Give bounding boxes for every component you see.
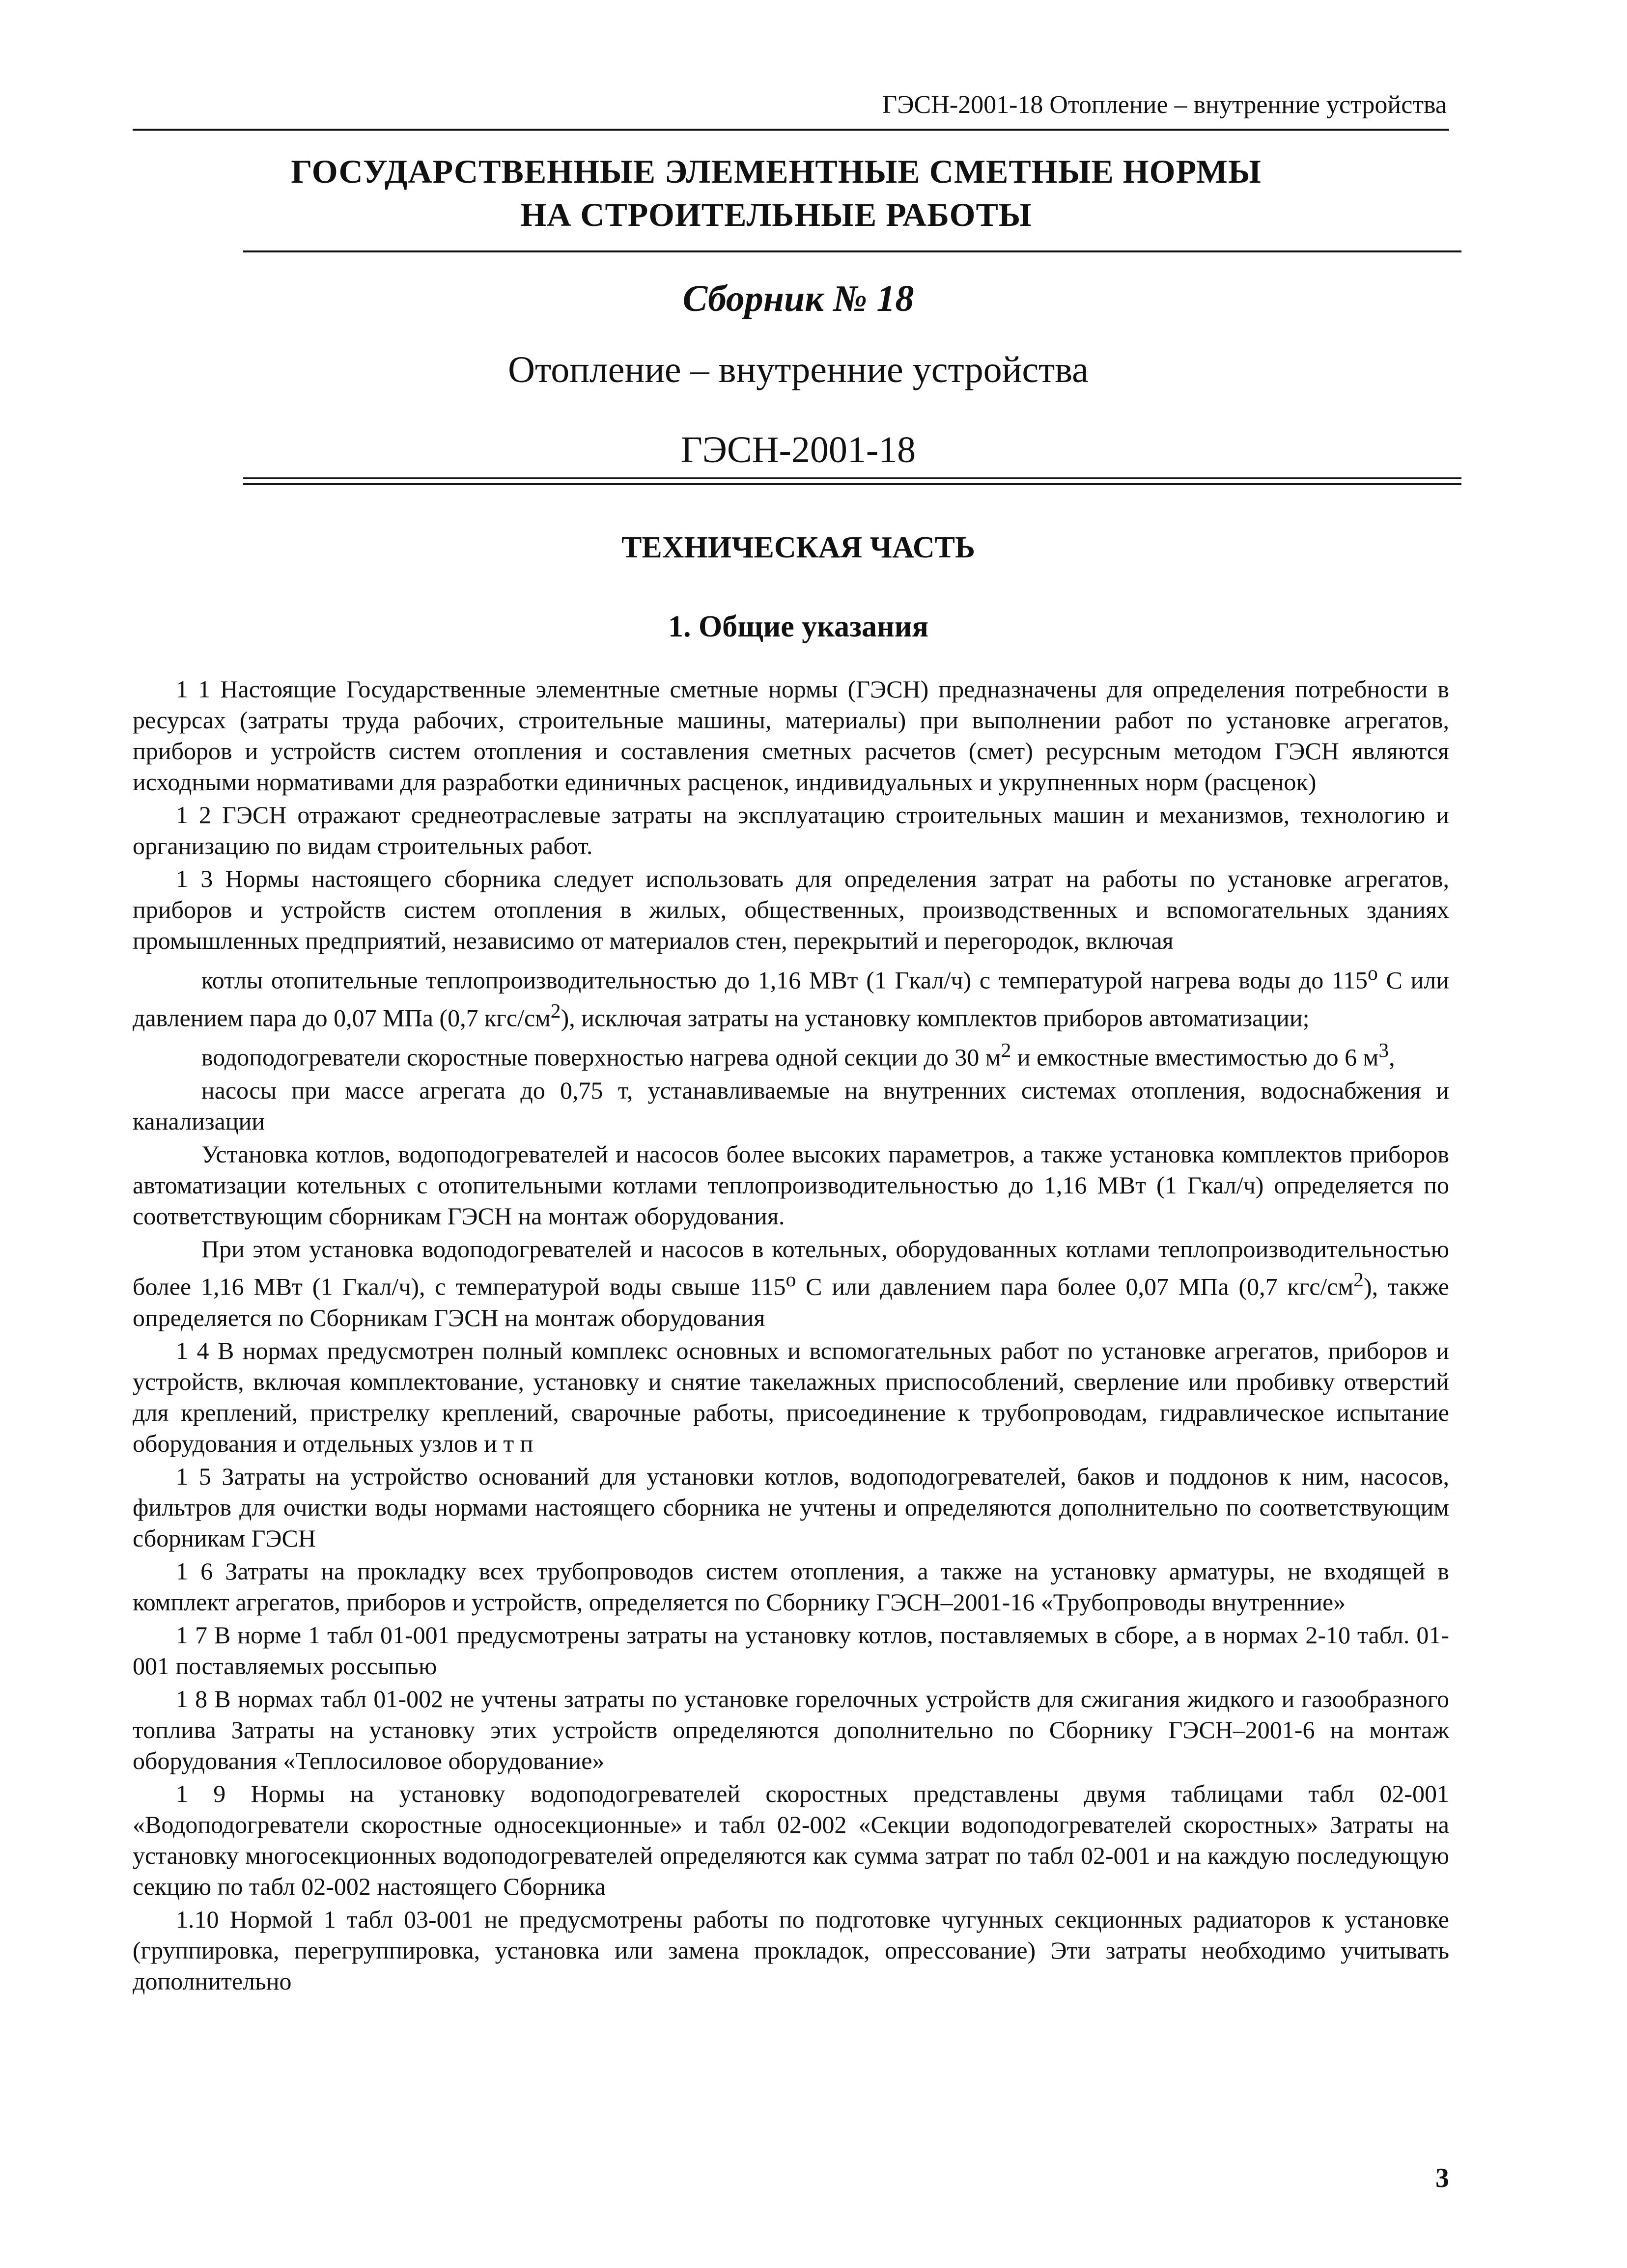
heaters-text-post: , [1389, 1043, 1395, 1071]
paragraph-boilers [133, 958, 1449, 1033]
part-heading: ТЕХНИЧЕСКАЯ ЧАСТЬ [621, 531, 975, 564]
paragraph-1-4: 1 4 В нормах предусмотрен полный комплекс основных и вспомогательных работ по установке агрегатов, приборов и устройств, включая комплектование, установку и снятие такелажных приспособлений, сверление или пробивку отверстий для креплений, пристрелку креплений, сварочные работы, присоединение к трубопроводам, гидравлическое испытание оборудования и отдельных узлов и т п [133, 1336, 1449, 1457]
installation-text-post: ), также определяется по Сборникам ГЭСН на монтаж оборудования [133, 1272, 1449, 1331]
paragraph-water-heaters [133, 1035, 1449, 1073]
header-rule [133, 129, 1449, 131]
superscript-2: 2 [1353, 1268, 1364, 1291]
paragraph-pumps: насосы при массе агрегата до 0,75 т, устанавливаемые на внутренних системах отопления, водоснабжения и канализации [133, 1076, 1449, 1135]
installation-text-mid: С или давлением пара более 0,07 МПа (0,7 кгс/см [796, 1272, 1354, 1300]
double-rule-bottom [243, 483, 1461, 485]
paragraph-1-7: 1 7 В норме 1 табл 01-001 предусмотрены затраты на установку котлов, поставляемых в сборе, а в нормах 2-10 табл. 01-001 поставляемых россыпью [133, 1621, 1449, 1680]
paragraph-1-3: 1 3 Нормы настоящего сборника следует использовать для определения затрат на работы по установке агрегатов, приборов и устройств систем отопления в жилых, общественных, производственных и вспомогательных зданиях промышленных предприятий, независимо от материалов стен, перекрытий и перегородок, включая [133, 865, 1449, 954]
title-rule [243, 250, 1461, 252]
installation-text-pre: При этом установка водоподогревателей и насосов в котельных, оборудованных котлами теплопроизводительностью более 1,16 МВт (1 Гкал/ч), с температурой воды свыше 115 [133, 1235, 1449, 1300]
doc-code: ГЭСН-2001-18 [680, 429, 916, 470]
superscript-2: 2 [550, 999, 561, 1023]
collection-subtitle: Отопление – внутренние устройства [508, 349, 1089, 390]
paragraph-1-1: 1 1 Настоящие Государственные элементные сметные нормы (ГЭСН) предназначены для определения потребности в ресурсах (затраты труда рабочих, строительные машины, материалы) при выполнении работ по установке агрегатов, приборов и устройств систем отопления и составления сметных расчетов (смет) ресурсным методом ГЭСН являются исходными нормативами для разработки единичных расценок, индивидуальных и укрупненных норм (расценок) [133, 675, 1449, 796]
degree-sign: o [785, 1268, 796, 1291]
collection-title: Сборник № 18 [682, 278, 914, 319]
section-heading: 1. Общие указания [668, 610, 928, 643]
org-title-line2: НА СТРОИТЕЛЬНЫЕ РАБОТЫ [520, 196, 1032, 233]
heaters-text-mid: и емкостные вместимостью до 6 м [1011, 1043, 1379, 1071]
boilers-text-post: ), исключая затраты на установку комплектов приборов автоматизации; [561, 1004, 1310, 1032]
paragraph-1-2: 1 2 ГЭСН отражают среднеотраслевые затраты на эксплуатацию строительных машин и механизмов, технологию и организацию по видам строительных работ. [133, 801, 1449, 859]
paragraph-1-10: 1.10 Нормой 1 табл 03-001 не предусмотрены работы по подготовке чугунных секционных радиаторов к установке (группировка, перегруппировка, установка или замена прокладок, опрессование) Эти затраты необходимо учитывать дополнительно [133, 1905, 1449, 1995]
paragraph-1-5: 1 5 Затраты на устройство оснований для установки котлов, водоподогревателей, баков и поддонов к ним, насосов, фильтров для очистки воды нормами настоящего сборника не учтены и определяются дополнительно по соответствующим сборникам ГЭСН [133, 1462, 1449, 1552]
superscript-3: 3 [1378, 1039, 1389, 1062]
paragraph-1-8: 1 8 В нормах табл 01-002 не учтены затраты по установке горелочных устройств для сжигания жидкого и газообразного топлива Затраты на установку этих устройств определяются дополнительно по Сборнику ГЭСН–2001-6 на монтаж оборудования «Теплосиловое оборудование» [133, 1685, 1449, 1774]
body-text [133, 674, 1449, 1999]
double-rule-top [243, 477, 1461, 479]
paragraph-1-6: 1 6 Затраты на прокладку всех трубопроводов систем отопления, а также на установку арматуры, не входящей в комплект агрегатов, приборов и устройств, определяется по Сборнику ГЭСН–2001-16 «Трубопроводы внутренние» [133, 1557, 1449, 1616]
paragraph-installation [133, 1234, 1449, 1333]
paragraph-1-9: 1 9 Нормы на установку водоподогревателей скоростных представлены двумя таблицами табл 02-001 «Водоподогреватели скоростные односекционные» и табл 02-002 «Секции водоподогревателей скоростных» Затраты на установку многосекционных водоподогревателей определяются как сумма затрат по табл 02-001 и на каждую последующую секцию по табл 02-002 настоящего Сборника [133, 1779, 1449, 1900]
paragraph-higher-params: Установка котлов, водоподогревателей и насосов более высоких параметров, а также установка комплектов приборов автоматизации котельных с отопительными котлами теплопроизводительностью до 1,16 МВт (1 Гкал/ч) определяется по соответствующим сборникам ГЭСН на монтаж оборудования. [133, 1140, 1449, 1230]
boilers-text-pre: котлы отопительные теплопроизводительностью до 1,16 МВт (1 Гкал/ч) с температурой нагрева воды до 115 [201, 966, 1368, 994]
boilers-text-mid: С или давлением пара до 0,07 МПа (0,7 кгс/см [133, 966, 1449, 1032]
running-header: ГЭСН-2001-18 Отопление – внутренние устройства [882, 91, 1447, 119]
page-number: 3 [1435, 2163, 1449, 2193]
heaters-text-pre: водоподогреватели скоростные поверхностью нагрева одной секции до 30 м [201, 1043, 1001, 1071]
degree-sign: o [1368, 962, 1378, 985]
org-title-line1: ГОСУДАРСТВЕННЫЕ ЭЛЕМЕНТНЫЕ СМЕТНЫЕ НОРМЫ [291, 153, 1262, 190]
superscript-2: 2 [1001, 1039, 1011, 1062]
org-title [162, 150, 1390, 236]
